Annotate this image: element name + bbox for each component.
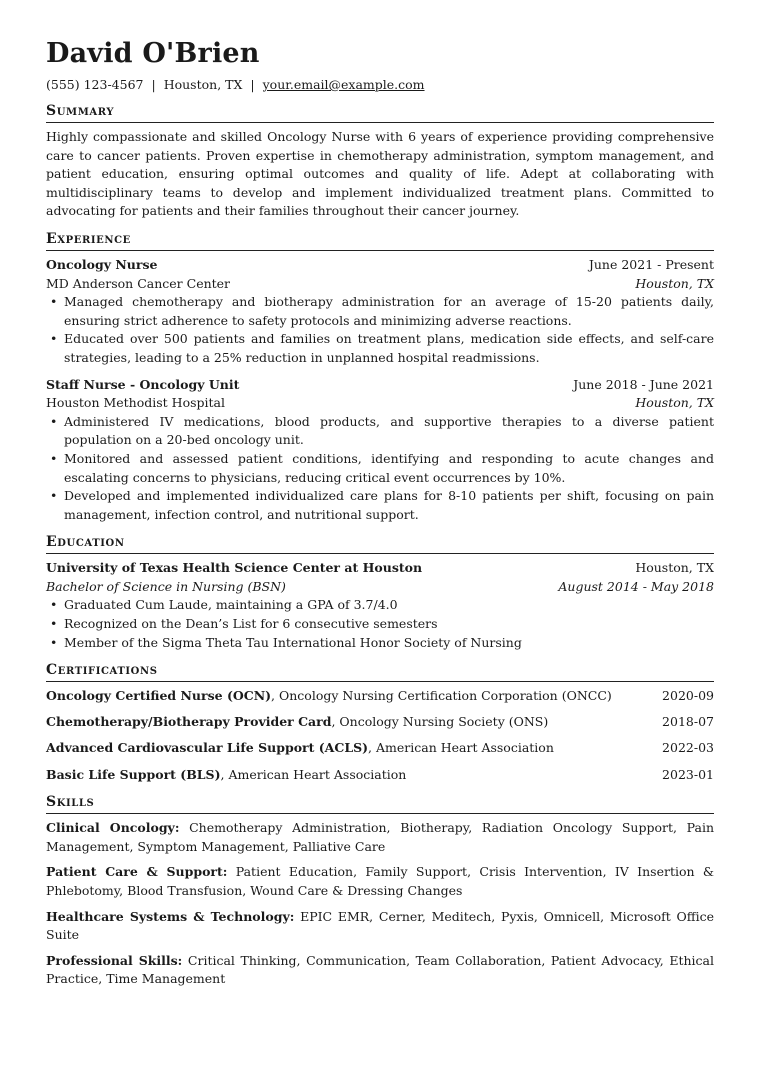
certification-text [46, 687, 612, 706]
job-location: Houston, TX [635, 395, 714, 411]
job-subheader [46, 275, 714, 294]
certification-name: Basic Life Support (BLS) [46, 766, 221, 782]
education-subheader [46, 578, 714, 597]
certification-issuer: , American Heart Association [368, 740, 554, 756]
education-bullets [46, 596, 714, 652]
certification-name: Advanced Cardiovascular Life Support (ACLS) [46, 740, 369, 756]
job-employer: MD Anderson Cancer Center [46, 275, 231, 291]
skill-label: Patient Care & Support: [46, 864, 228, 880]
section-title-experience: Experience [46, 231, 714, 251]
skill-group [46, 952, 714, 989]
candidate-name: David O'Brien [46, 38, 260, 69]
job-role: Staff Nurse - Oncology Unit [46, 376, 240, 392]
skill-label: Professional Skills: [46, 952, 183, 968]
education-header [46, 559, 714, 578]
resume-page [46, 38, 714, 996]
certification-row [46, 687, 714, 706]
certification-text [46, 766, 406, 785]
certification-row [46, 713, 714, 732]
job-dates: June 2021 - Present [588, 256, 714, 272]
certification-text [46, 713, 548, 732]
certification-date: 2023-01 [662, 766, 714, 782]
job-header [46, 256, 714, 275]
list-item: • Educated over 500 patients and families on treatment plans, medication side effects, and self-care strategies, leading to a 25% reduction in unplanned hospital readmissions. [46, 330, 714, 367]
school-name: University of Texas Health Science Center at Houston [46, 560, 423, 576]
job-bullets [46, 293, 714, 367]
certification-date: 2022-03 [662, 740, 714, 756]
skill-list: EPIC EMR, Cerner, Meditech, Pyxis, Omnicell, Microsoft Office Suite [46, 908, 715, 943]
degree: Bachelor of Science in Nursing (BSN) [46, 578, 286, 594]
skill-list: Chemotherapy Administration, Biotherapy, Radiation Oncology Support, Pain Management, Symptom Management, Palliative Care [46, 820, 714, 854]
list-item: • Administered IV medications, blood products, and supportive therapies to a diverse patient population on a 20-bed oncology unit. [46, 413, 714, 450]
section-title-summary: Summary [46, 103, 714, 123]
skill-group [46, 863, 714, 900]
list-item: • Monitored and assessed patient conditions, identifying and responding to acute changes and escalating concerns to physicians, reducing critical event occurrences by 10%. [46, 450, 714, 487]
phone-number: (555) 123-4567 [46, 77, 144, 92]
job-employer: Houston Methodist Hospital [46, 395, 225, 411]
job-bullets [46, 413, 714, 525]
separator: | [250, 77, 255, 92]
education-dates: August 2014 - May 2018 [558, 578, 714, 594]
school-location: Houston, TX [635, 560, 714, 576]
section-title-education: Education [46, 534, 714, 554]
job-subheader [46, 394, 714, 413]
separator: | [151, 77, 156, 92]
list-item: • Developed and implemented individualized care plans for 8-10 patients per shift, focusing on pain management, infection control, and nutritional support. [46, 487, 714, 524]
certification-name: Chemotherapy/Biotherapy Provider Card [46, 714, 332, 730]
location: Houston, TX [163, 77, 243, 92]
email-link[interactable]: your.email@example.com [262, 77, 425, 92]
list-item: • Member of the Sigma Theta Tau International Honor Society of Nursing [46, 634, 714, 653]
certification-issuer: , Oncology Nursing Certification Corporation (ONCC) [271, 688, 612, 704]
skill-group [46, 819, 714, 856]
job-header [46, 376, 714, 395]
job-dates: June 2018 - June 2021 [573, 376, 714, 392]
list-item: • Recognized on the Dean’s List for 6 consecutive semesters [46, 615, 714, 634]
summary-text: Highly compassionate and skilled Oncology Nurse with 6 years of experience providing comprehensive care to cancer patients. Proven expertise in chemotherapy administration, symptom management, and patient education, ensuring optimal outcomes and quality of life. Adept at collaborating with multidisciplinary teams to develop and implement individualized treatment plans. Committed to advocating for patients and their families throughout their cancer journey. [46, 129, 714, 219]
list-item: • Graduated Cum Laude, maintaining a GPA of 3.7/4.0 [46, 596, 714, 615]
skill-list: Critical Thinking, Communication, Team Collaboration, Patient Advocacy, Ethical Practice, Time Management [46, 952, 714, 987]
certification-name: Oncology Certified Nurse (OCN) [46, 688, 272, 704]
certification-text [46, 739, 554, 758]
certification-date: 2018-07 [662, 714, 714, 730]
skill-label: Healthcare Systems & Technology: [46, 908, 295, 924]
certification-row [46, 766, 714, 785]
certification-date: 2020-09 [662, 688, 714, 704]
skill-group [46, 908, 714, 945]
job-entry [46, 256, 714, 368]
certification-issuer: , Oncology Nursing Society (ONS) [331, 714, 549, 730]
section-title-skills: Skills [46, 794, 714, 814]
job-role: Oncology Nurse [46, 256, 158, 272]
contact-line [46, 77, 714, 93]
skill-list: Patient Education, Family Support, Crisis Intervention, IV Insertion & Phlebotomy, Blood Transfusion, Wound Care & Dressing Changes [46, 864, 714, 898]
list-item: • Managed chemotherapy and biotherapy administration for an average of 15-20 patients daily, ensuring strict adherence to safety protocols and minimizing adverse reactions. [46, 293, 714, 330]
skill-label: Clinical Oncology: [46, 820, 180, 836]
section-title-certifications: Certifications [46, 662, 714, 682]
job-location: Houston, TX [635, 275, 714, 291]
certification-row [46, 739, 714, 758]
certification-issuer: , American Heart Association [220, 766, 407, 782]
job-entry [46, 376, 714, 525]
